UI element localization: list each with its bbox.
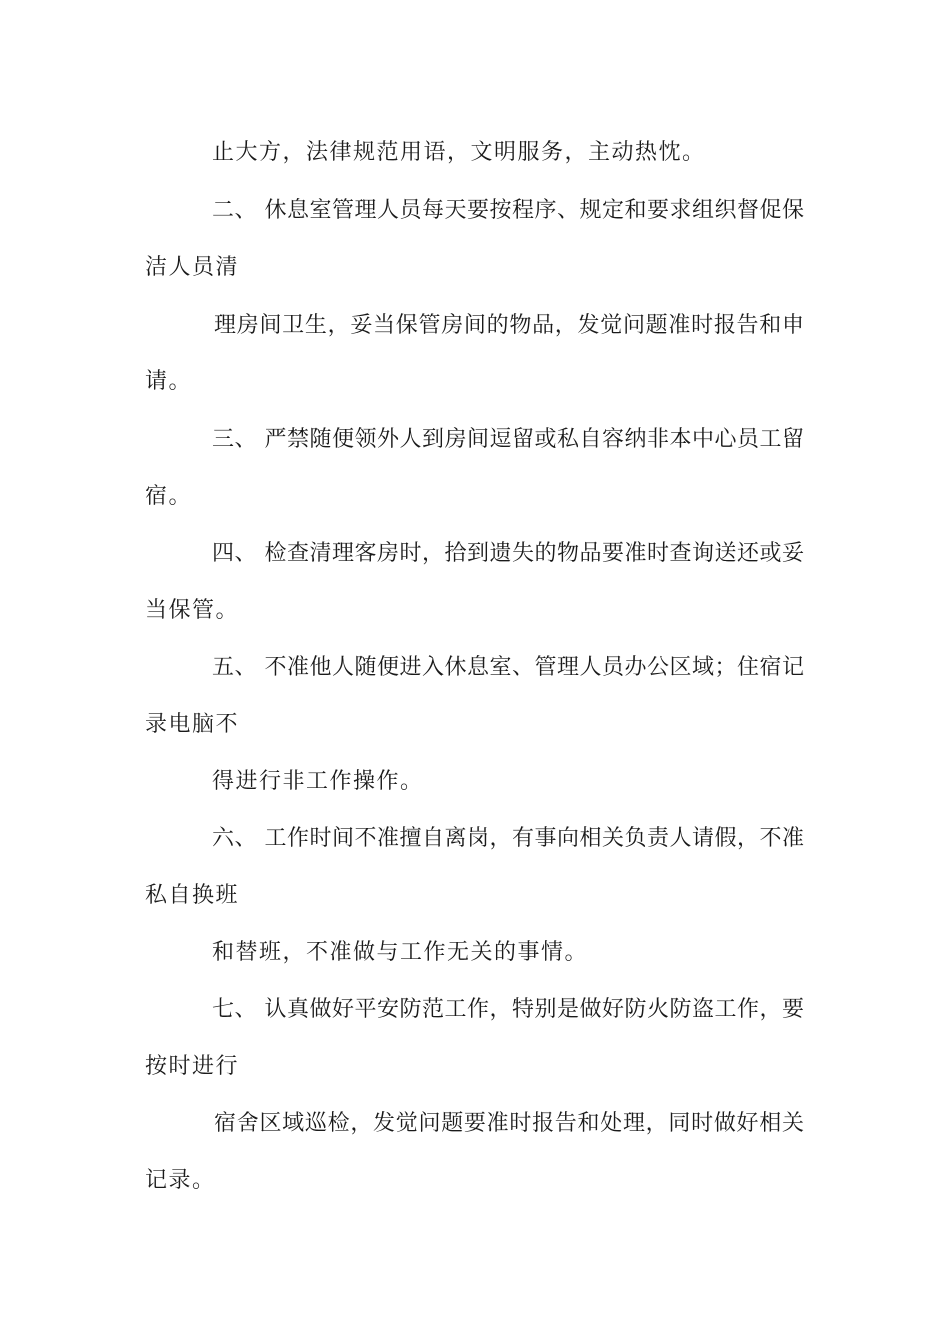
text-line: 理房间卫生，妥当保管房间的物品，发觉问题准时报告和申	[214, 313, 804, 338]
text-line: 宿舍区域巡检，发觉问题要准时报告和处理，同时做好相关	[214, 1111, 804, 1136]
text-line: 请。	[145, 369, 193, 394]
text-line: 五、 不准他人随便进入休息室、管理人员办公区域；住宿记	[212, 655, 804, 680]
text-line: 录电脑不	[145, 712, 240, 737]
text-line: 六、 工作时间不准擅自离岗，有事向相关负责人请假，不准	[212, 826, 804, 851]
text-line: 七、 认真做好平安防范工作，特别是做好防火防盗工作，要	[212, 997, 804, 1022]
text-line: 私自换班	[145, 883, 240, 908]
text-line: 按时进行	[145, 1054, 240, 1079]
text-line: 止大方，法律规范用语，文明服务，主动热忱。	[212, 140, 706, 165]
text-line: 和替班，不准做与工作无关的事情。	[212, 940, 589, 965]
text-line: 当保管。	[145, 598, 240, 623]
text-line: 二、 休息室管理人员每天要按程序、规定和要求组织督促保	[212, 198, 804, 223]
text-line: 得进行非工作操作。	[212, 769, 424, 794]
text-line: 四、 检查清理客房时，拾到遗失的物品要准时查询送还或妥	[212, 541, 804, 566]
text-line: 三、 严禁随便领外人到房间逗留或私自容纳非本中心员工留	[212, 427, 804, 452]
text-line: 洁人员清	[145, 255, 240, 280]
text-line: 宿。	[145, 484, 193, 509]
text-line: 记录。	[145, 1168, 216, 1193]
